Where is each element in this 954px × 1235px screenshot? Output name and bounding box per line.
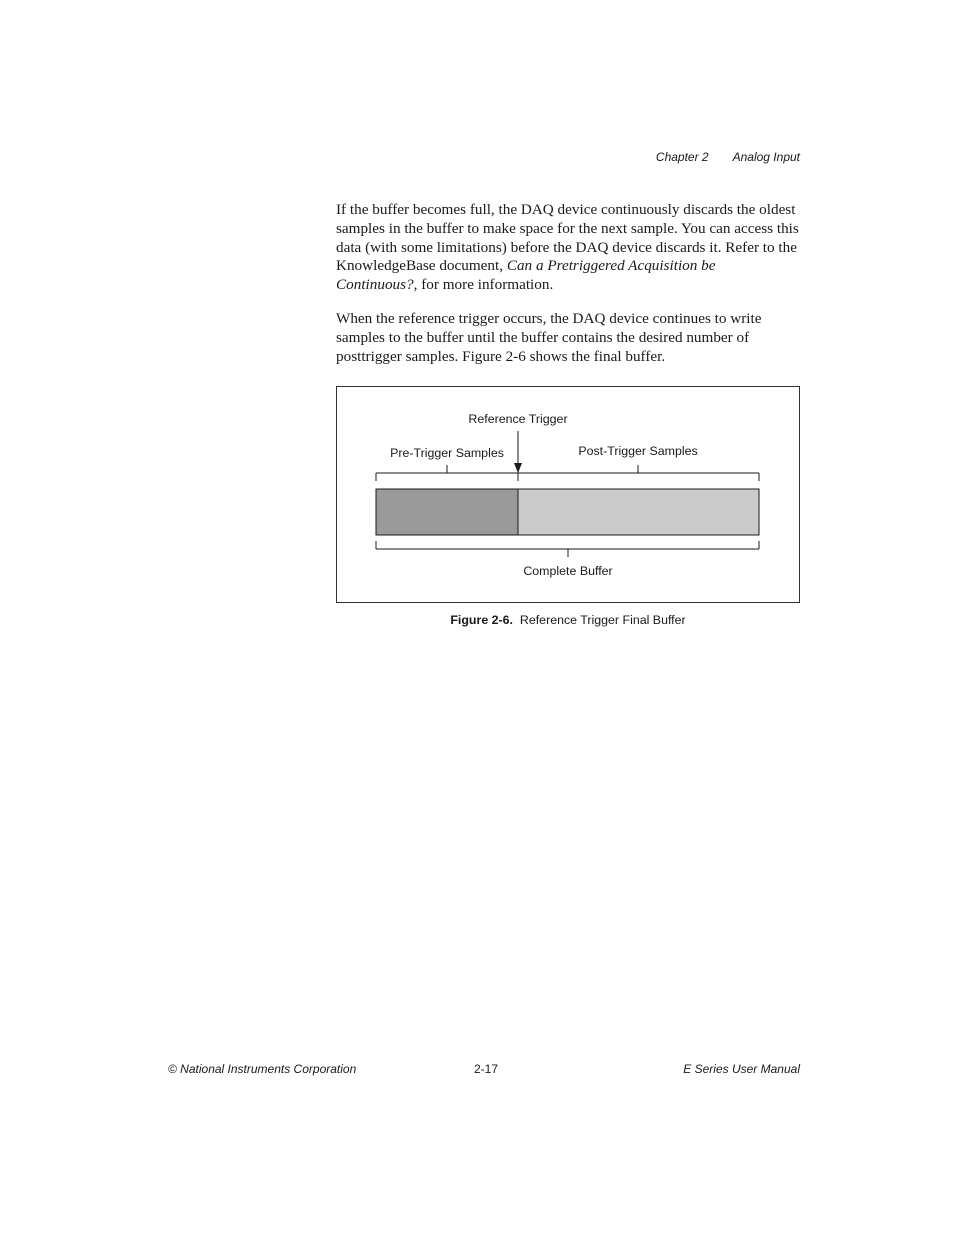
- buffer-diagram: [336, 386, 800, 603]
- figure-title: Reference Trigger Final Buffer: [519, 613, 686, 627]
- paragraph-text: If the buffer becomes full, the DAQ device continuously discards the oldest samples in the buffer to make space for the next sample. You can access this data (with some limitations) before the DAQ device discards it. Refer to the KnowledgeBase document,: [336, 201, 799, 275]
- paragraph-buffer-full: [336, 201, 800, 295]
- footer-copyright: © National Instruments Corporation: [168, 1062, 357, 1076]
- document-title-reference: Can a Pretriggered Acquisition be Continuous?: [336, 257, 716, 294]
- pre-trigger-label: Pre-Trigger Samples: [390, 446, 504, 460]
- trigger-arrowhead-icon: [514, 463, 522, 473]
- post-trigger-segment: [518, 489, 759, 535]
- figure-number: Figure 2-6.: [450, 613, 513, 627]
- page-number: 2-17: [474, 1062, 499, 1076]
- header-chapter: Chapter 2: [655, 150, 709, 164]
- paragraph-text-end: , for more information.: [413, 276, 554, 294]
- running-header: [656, 150, 800, 164]
- pre-trigger-segment: [376, 489, 518, 535]
- lower-bracket: [376, 541, 759, 557]
- paragraph-reference-trigger: When the reference trigger occurs, the DAQ device continues to write samples to the buffer until the buffer contains the desired number of posttrigger samples. Figure 2-6 shows the final buffer.: [336, 310, 762, 365]
- header-section: Analog Input: [732, 150, 800, 164]
- reference-trigger-label: Reference Trigger: [468, 412, 568, 426]
- post-trigger-label: Post-Trigger Samples: [578, 444, 698, 458]
- footer-manual-title: E Series User Manual: [683, 1062, 800, 1076]
- complete-buffer-label: Complete Buffer: [523, 564, 613, 578]
- figure-caption: [336, 613, 800, 627]
- upper-bracket: [376, 465, 759, 481]
